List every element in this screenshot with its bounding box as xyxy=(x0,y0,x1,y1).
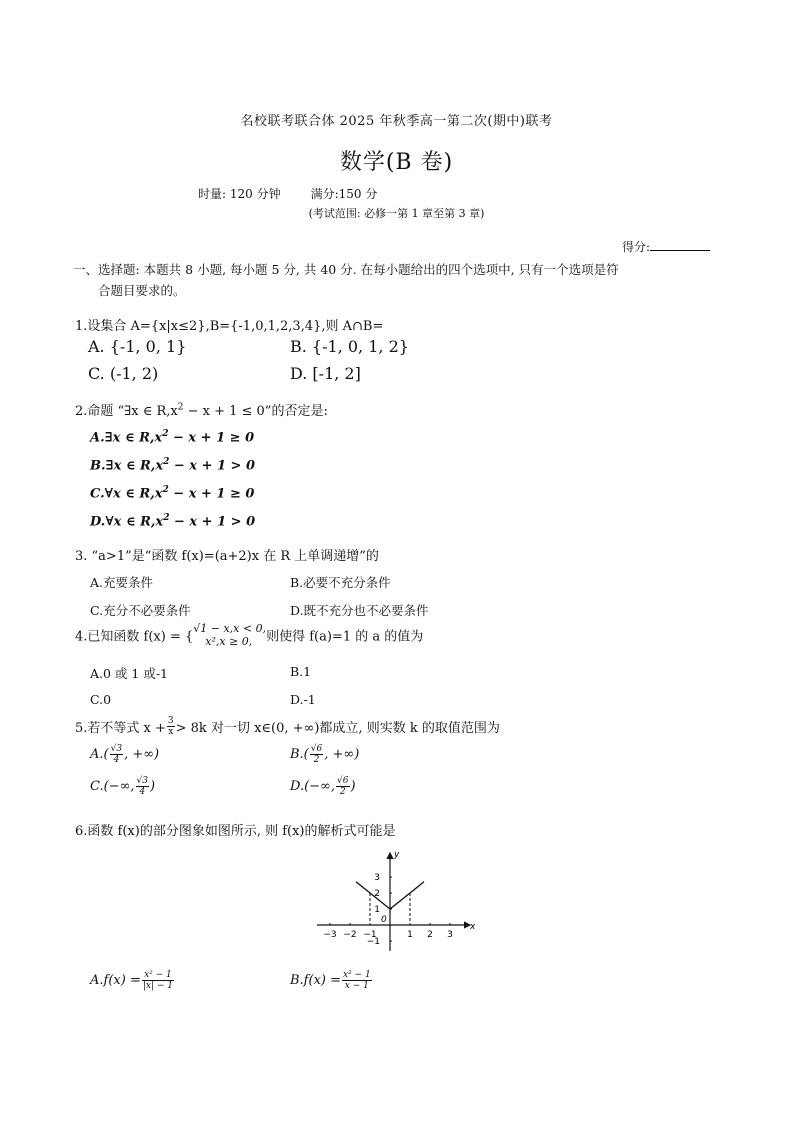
exam-title: 名校联考联合体 2025 年秋季高一第二次(期中)联考 xyxy=(240,114,553,129)
q6-option-b[interactable]: B.f(x) = $\frac{\text{x² − 1}}{x - 1}$ xyxy=(290,970,371,991)
q2-option-b[interactable]: B.∃x ∈ $R,x^2 - x + 1 > 0$ xyxy=(90,457,256,474)
q1-option-d[interactable]: D. [-1, 2] xyxy=(290,364,361,383)
q5-stem: 5.若不等式 x + $\frac{3}{x}$ > 8k 对一切 x∈(0, +∞)都成立, 则实数 k 的取值范围为 xyxy=(75,716,500,737)
q3-option-a[interactable]: A.充要条件 xyxy=(90,575,154,590)
x-tick-label: 3 xyxy=(447,930,453,940)
q5-option-a[interactable]: A.( $\frac{√3}{4}$ , +∞) xyxy=(90,744,160,765)
q3-stem: 3. “a>1”是“函数 f(x)=(a+2)x 在 R 上单调递增”的 xyxy=(75,549,379,564)
y-axis-label: y xyxy=(394,850,400,860)
x-tick-label: −1 xyxy=(363,930,377,940)
q2-option-c[interactable]: C.∀x ∈ $R,x^2 - x + 1 \ge 0$ xyxy=(90,485,255,502)
x-axis-label: x xyxy=(470,922,476,932)
q2-option-a[interactable]: A.∃x ∈ $R,x^2 - x + 1 \ge 0$ xyxy=(90,429,255,446)
score-field xyxy=(622,238,710,255)
q5-option-b[interactable]: B.( $\frac{√6}{2}$ , +∞) xyxy=(290,744,360,765)
q3-option-b[interactable]: B.必要不充分条件 xyxy=(290,575,391,590)
q4-option-a[interactable]: A.0 或 1 或-1 xyxy=(90,666,169,681)
score-label: 得分: xyxy=(622,240,651,254)
function-graph xyxy=(315,840,480,955)
score-blank[interactable] xyxy=(650,240,710,251)
q5-option-c[interactable]: C.(−∞, $\frac{√3}{4}$ ) xyxy=(90,776,156,797)
y-tick-label: −1 xyxy=(366,937,380,947)
q2-stem: 2.命题 “∃x ∈ $R,x^2 - x + 1 \le 0$”的否定是: xyxy=(75,402,328,419)
q4-option-d[interactable]: D.-1 xyxy=(290,692,316,707)
q3-option-c[interactable]: C.充分不必要条件 xyxy=(90,603,191,618)
q1-option-a[interactable]: A. {-1, 0, 1} xyxy=(88,337,187,356)
y-tick-label: 2 xyxy=(374,889,380,899)
y-tick-label: 1 xyxy=(374,905,380,915)
q4-option-c[interactable]: C.0 xyxy=(90,692,112,707)
q6-stem: 6.函数 f(x)的部分图象如图所示, 则 f(x)的解析式可能是 xyxy=(75,824,396,839)
x-tick-label: −3 xyxy=(323,930,337,940)
subject-title: 数学(B 卷) xyxy=(339,150,454,175)
x-tick-label: 1 xyxy=(407,930,413,940)
q4-stem: 4.已知函数 f(x) = { √1 − x,x < 0, x²,x ≥ 0, 则使得 f(a)=1 的 a 的值为 xyxy=(75,622,424,648)
q6-option-a[interactable]: A.f(x) = $\frac{\text{x² − 1}}{|x| - 1}$ xyxy=(90,970,173,991)
y-tick-label: 3 xyxy=(374,873,380,883)
time-limit: 时量: 120 分钟 xyxy=(198,187,281,201)
q1-option-b[interactable]: B. {-1, 0, 1, 2} xyxy=(290,337,409,356)
q5-option-d[interactable]: D.(−∞, $\frac{√6}{2}$ ) xyxy=(290,776,356,797)
x-tick-label: 2 xyxy=(427,930,433,940)
x-tick-label: −2 xyxy=(343,930,357,940)
exam-meta xyxy=(198,185,377,202)
q1-option-c[interactable]: C. (-1, 2) xyxy=(88,364,159,383)
q3-option-d[interactable]: D.既不充分也不必要条件 xyxy=(290,603,429,618)
section-heading-line1: 一、选择题: 本题共 8 小题, 每小题 5 分, 共 40 分. 在每小题给出的四个选项中, 只有一个选项是符 xyxy=(73,262,619,277)
full-score: 满分:150 分 xyxy=(310,187,378,201)
q4-piecewise: √1 − x,x < 0, x²,x ≥ 0, xyxy=(193,622,267,648)
q2-option-d[interactable]: D.∀x ∈ $R,x^2 - x + 1 > 0$ xyxy=(90,513,256,530)
exam-scope: (考试范围: 必修一第 1 章至第 3 章) xyxy=(308,207,485,220)
q1-stem: 1.设集合 A={x|x≤2},B={-1,0,1,2,3,4},则 A∩B= xyxy=(75,319,384,334)
section-heading-line2: 合题目要求的。 xyxy=(98,283,186,298)
q4-option-b[interactable]: B.1 xyxy=(290,664,312,679)
origin-label: 0 xyxy=(381,915,387,925)
